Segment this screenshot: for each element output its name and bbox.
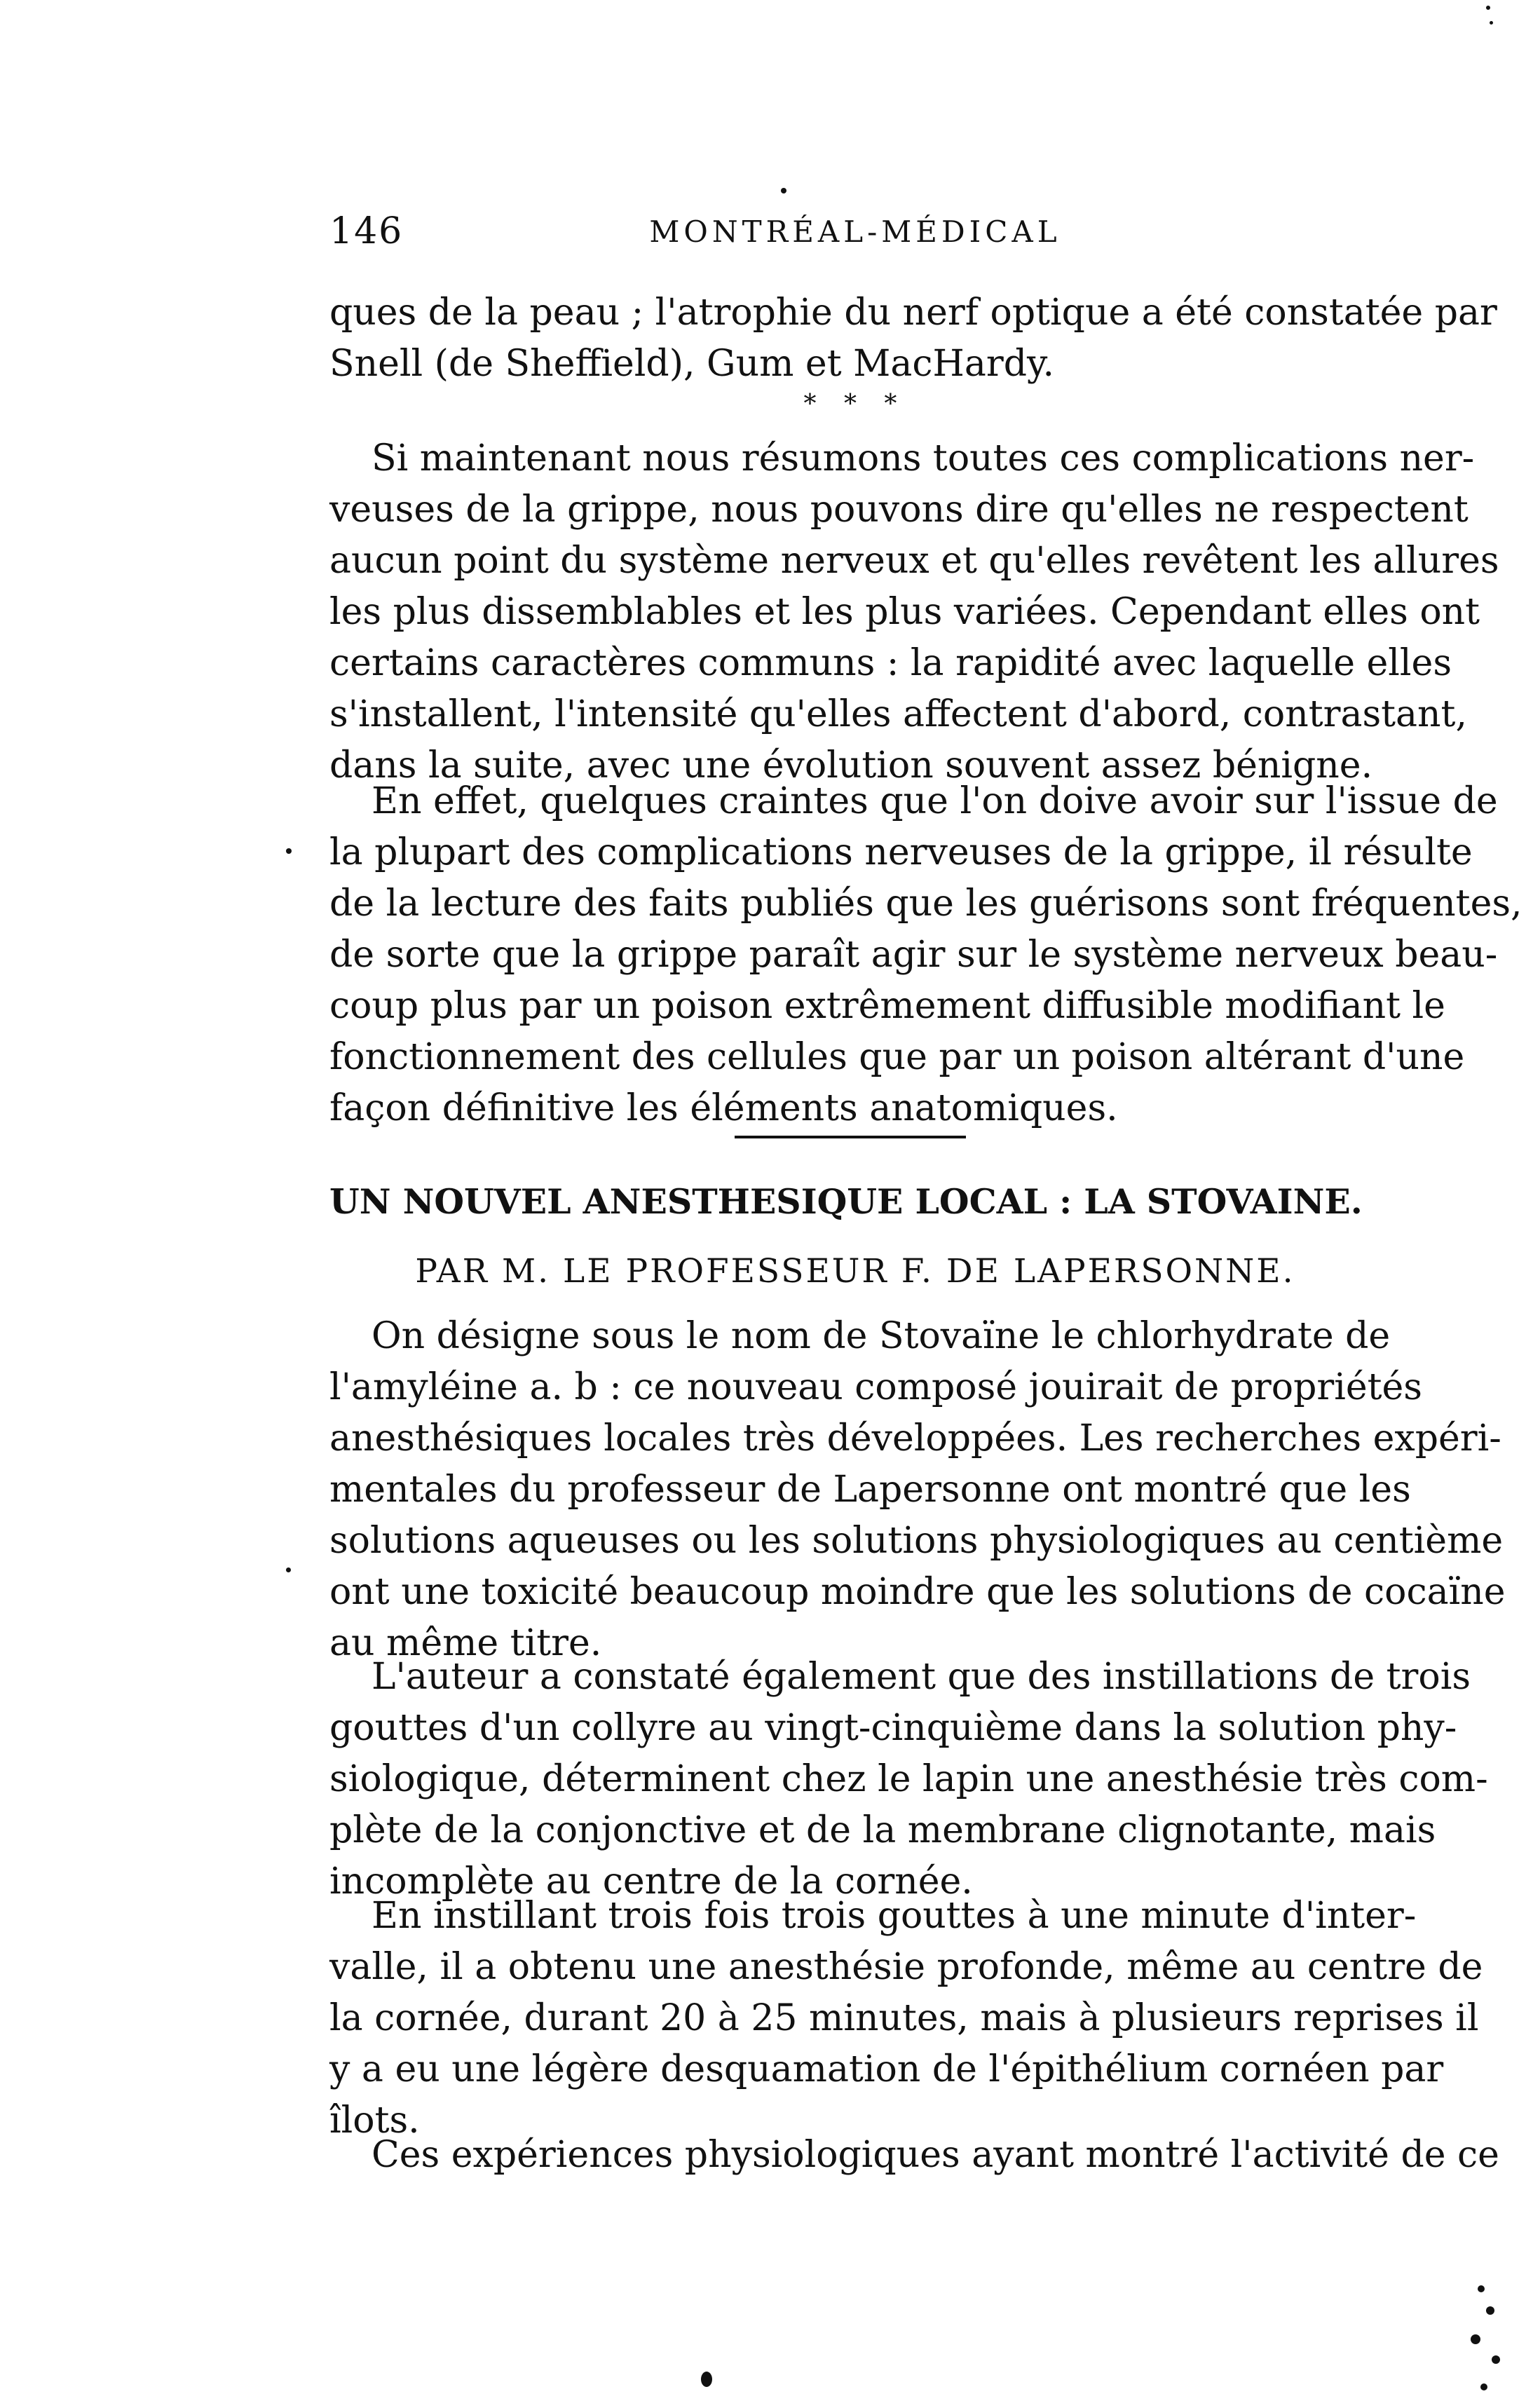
text-line: mentales du professeur de Lapersonne ont montré que les bbox=[329, 1469, 1411, 1511]
article-title: UN NOUVEL ANESTHESIQUE LOCAL : LA STOVAINE. bbox=[329, 1181, 1363, 1222]
ink-speck bbox=[1486, 6, 1490, 10]
text-line: l'amyléine a. b : ce nouveau composé jouirait de propriétés bbox=[329, 1366, 1422, 1408]
ink-speck bbox=[1480, 2383, 1487, 2390]
text-line: de sorte que la grippe paraît agir sur le système nerveux beau- bbox=[329, 934, 1498, 976]
text-line: veuses de la grippe, nous pouvons dire qu'elles ne respectent bbox=[329, 489, 1469, 531]
ink-speck bbox=[1478, 2285, 1485, 2292]
text-line: valle, il a obtenu une anesthésie profonde, même au centre de bbox=[329, 1946, 1483, 1988]
ink-speck bbox=[1490, 21, 1493, 25]
text-line: de la lecture des faits publiés que les guérisons sont fréquentes, bbox=[329, 883, 1522, 925]
ink-speck bbox=[1471, 2334, 1480, 2344]
text-line: certains caractères communs : la rapidité avec laquelle elles bbox=[329, 642, 1452, 684]
text-line: façon définitive les éléments anatomiques. bbox=[329, 1087, 1118, 1129]
text-line: anesthésiques locales très développées. Les recherches expéri- bbox=[329, 1417, 1501, 1460]
text-line: siologique, déterminent chez le lapin une anesthésie très com- bbox=[329, 1758, 1488, 1800]
article-paragraph-1 bbox=[329, 1311, 1506, 1669]
section-separator: * * * bbox=[803, 390, 907, 419]
text-line: dans la suite, avec une évolution souvent assez bénigne. bbox=[329, 744, 1373, 787]
text-line: au même titre. bbox=[329, 1622, 602, 1664]
ink-speck bbox=[1486, 2306, 1494, 2315]
text-line: En effet, quelques craintes que l'on doive avoir sur l'issue de bbox=[372, 780, 1498, 822]
text-line: la plupart des complications nerveuses de la grippe, il résulte bbox=[329, 831, 1473, 873]
section-divider bbox=[735, 1136, 966, 1138]
article-paragraph-3 bbox=[329, 1891, 1483, 2147]
text-line: ques de la peau ; l'atrophie du nerf optique a été constatée par bbox=[329, 292, 1497, 334]
continuation-text bbox=[329, 287, 1497, 390]
text-line: Si maintenant nous résumons toutes ces complications ner- bbox=[372, 437, 1475, 479]
ink-speck bbox=[1492, 2355, 1500, 2364]
article-paragraph-2 bbox=[329, 1652, 1488, 1907]
page-header bbox=[329, 210, 1381, 259]
ink-speck bbox=[286, 848, 292, 854]
text-line: îlots. bbox=[329, 2100, 420, 2142]
text-line: la cornée, durant 20 à 25 minutes, mais à plusieurs reprises il bbox=[329, 1997, 1479, 2039]
text-line: plète de la conjonctive et de la membrane clignotante, mais bbox=[329, 1809, 1436, 1851]
ink-speck bbox=[701, 2372, 712, 2387]
text-line: solutions aqueuses ou les solutions physiologiques au centième bbox=[329, 1520, 1504, 1562]
text-line: les plus dissemblables et les plus variées. Cependant elles ont bbox=[329, 591, 1480, 633]
text-line: L'auteur a constaté également que des instillations de trois bbox=[372, 1656, 1471, 1698]
text-line: fonctionnement des cellules que par un poison altérant d'une bbox=[329, 1036, 1465, 1078]
paragraph-summary bbox=[329, 433, 1499, 791]
text-line: aucun point du système nerveux et qu'elles revêtent les allures bbox=[329, 540, 1499, 582]
text-line: ont une toxicité beaucoup moindre que les solutions de cocaïne bbox=[329, 1571, 1506, 1613]
text-line: En instillant trois fois trois gouttes à une minute d'inter- bbox=[372, 1895, 1417, 1937]
text-line: Ces expériences physiologiques ayant montré l'activité de ce bbox=[372, 2134, 1499, 2176]
text-line: s'installent, l'intensité qu'elles affectent d'abord, contrastant, bbox=[329, 693, 1467, 735]
ink-speck bbox=[781, 188, 786, 193]
paragraph-effet bbox=[329, 776, 1522, 1134]
ink-speck bbox=[286, 1567, 291, 1572]
text-line: gouttes d'un collyre au vingt-cinquième dans la solution phy- bbox=[329, 1707, 1457, 1749]
page-number: 146 bbox=[329, 210, 404, 252]
article-byline: PAR M. LE PROFESSEUR F. DE LAPERSONNE. bbox=[415, 1252, 1295, 1291]
text-line: coup plus par un poison extrêmement diffusible modifiant le bbox=[329, 985, 1445, 1027]
text-line: On désigne sous le nom de Stovaïne le chlorhydrate de bbox=[372, 1315, 1391, 1357]
article-paragraph-4 bbox=[329, 2130, 1499, 2181]
running-title: MONTRÉAL-MÉDICAL bbox=[649, 215, 1061, 249]
text-line: incomplète au centre de la cornée. bbox=[329, 1861, 973, 1903]
text-line: Snell (de Sheffield), Gum et MacHardy. bbox=[329, 343, 1054, 385]
text-line: y a eu une légère desquamation de l'épithélium cornéen par bbox=[329, 2048, 1444, 2090]
